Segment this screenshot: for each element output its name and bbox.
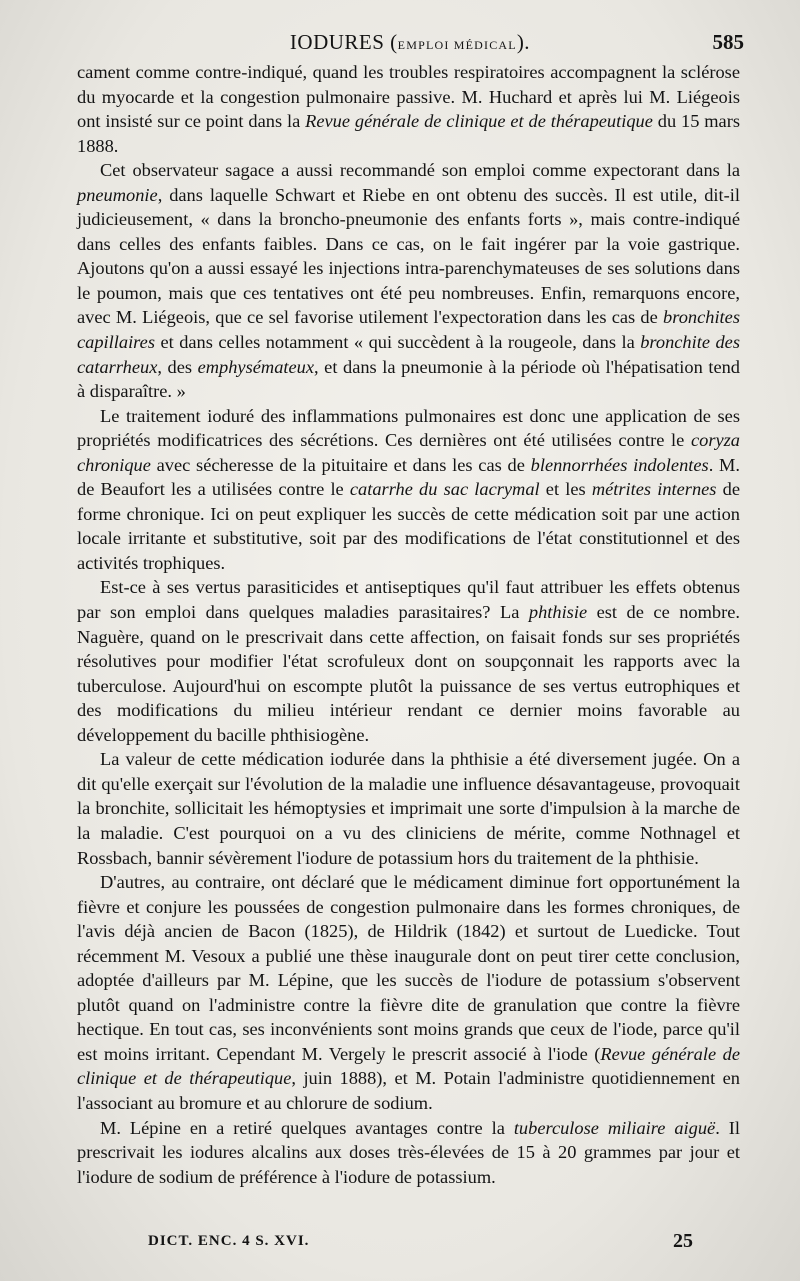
text-run: La valeur de cette médication iodurée dans la phthisie a été diversement jugée. On a dit qu'elle exerçait sur l'évolution de la maladie une influence désavantageuse, provoquait la bronchite, sollicitait les hémoptysies et imprimait une sorte d'impulsion à la marche de la maladie. C'est pourquoi on a vu des cliniciens de mérite, comme Nothnagel et Rossbach, bannir sévèrement l'iodure de potassium hors du traitement de la phthisie.: [77, 749, 740, 868]
text-run: M. Lépine en a retiré quelques avantages contre la: [100, 1117, 514, 1138]
paragraph: [77, 575, 740, 747]
italic-run: catarrhe du sac lacrymal: [349, 479, 540, 500]
running-title-smallcaps: EMPLOI MÉDICAL: [397, 38, 517, 52]
italic-run: emphysémateux: [197, 356, 315, 377]
text-run: , et dans la pneumonie à la période où l'hépatisation tend à disparaître. »: [77, 356, 741, 402]
text-run: avec sécheresse de la pituitaire et dans les cas de: [150, 454, 531, 475]
italic-run: bronchites capillaires: [77, 307, 740, 353]
italic-run: tuberculose miliaire aiguë: [513, 1117, 716, 1138]
paragraph: [77, 158, 740, 403]
italic-run: Revue générale de clinique et de thérapeutique: [305, 111, 653, 132]
text-run: . M. de Beaufort les a utilisées contre le: [77, 454, 740, 500]
text-run: . Il prescrivait les iodures alcalins aux doses très-élevées de 15 à 20 grammes par jour et l'iodure de sodium de préférence à l'iodure de potassium.: [77, 1117, 740, 1187]
signature-number: 25: [673, 1230, 693, 1252]
paragraph: [77, 1116, 740, 1190]
printer-signature: DICT. ENC. 4 S. XVI.: [148, 1233, 310, 1249]
paragraph: [77, 60, 740, 158]
text-run: et les: [539, 479, 592, 500]
body-text: [77, 60, 740, 1189]
italic-run: pneumonie: [77, 184, 158, 205]
text-run: , juin 1888), et M. Potain l'administre quotidiennement en l'associant au bromure et au chlorure de sodium.: [77, 1068, 740, 1113]
text-run: cament comme contre-indiqué, quand les troubles respiratoires accompagnent la sclérose du myocarde et la congestion pulmonaire passive. M. Huchard et après lui M. Liégeois ont insisté sur ce point dans la: [77, 62, 740, 132]
italic-run: coryza chronique: [77, 430, 740, 475]
text-run: et dans celles notamment « qui succèdent à la rougeole, dans la: [154, 332, 641, 353]
italic-run: Revue générale de clinique et de thérapeutique: [77, 1043, 740, 1089]
italic-run: blennorrhées indolentes: [530, 454, 709, 475]
text-run: , dans laquelle Schwart et Riebe en ont obtenu des succès. Il est utile, dit-il judicieusement, « dans la broncho-pneumonie des enfants forts », mais contre-indiqué dans celles des enfants faibles. Dans ce cas, on le fait ingérer par la voie gastrique. Ajoutons qu'on a aussi essayé les injections intra-parenchymateuses de ses solutions dans le poumon, mais que ces tentatives ont été peu nombreuses. Enfin, remarquons encore, avec M. Liégeois, que ce sel favorise utilement l'expectoration dans les cas de: [77, 184, 740, 328]
page-footer: [148, 1230, 693, 1257]
running-title: [76, 30, 744, 55]
italic-run: phthisie: [528, 602, 588, 623]
text-run: est de ce nombre. Naguère, quand on le prescrivait dans cette affection, on faisait fonds sur ses propriétés résolutives pour modifier l'état scrofuleux dont on soupçonnait les rapports avec la tuberculose. Aujourd'hui on escompte plutôt la puissance de ses vertus eutrophiques et des modifications du milieu intérieur rendant ce dernier moins favorable au développement du bacille phthisiogène.: [77, 602, 741, 745]
paragraph: [77, 747, 740, 870]
text-run: Cet observateur sagace a aussi recommandé son emploi comme expectorant dans la: [100, 160, 740, 181]
text-run: D'autres, au contraire, ont déclaré que le médicament diminue fort opportunément la fièvre et conjure les poussées de congestion pulmonaire dans les formes chroniques, de l'avis déjà ancien de Bacon (1825), de Hildrik (1842) et surtout de Luedicke. Tout récemment M. Vesoux a publié une thèse inaugurale dont on peut tirer cette conclusion, adoptée d'ailleurs par M. Lépine, que les succès de l'iodure de potassium s'observent plutôt quand on l'administre contre la fièvre dite de granulation que contre la fièvre hectique. En tout cas, ses inconvénients sont moins grands que ceux de l'iode, parce qu'il est moins irritant. Cependant M. Vergely le prescrit associé à l'iode (: [77, 872, 740, 1064]
running-title-main: IODURES (: [289, 30, 398, 54]
italic-run: bronchite des catarrheux: [77, 332, 740, 377]
running-title-end: ).: [516, 30, 531, 54]
text-run: Est-ce à ses vertus parasiticides et antiseptiques qu'il faut attribuer les effets obtenus par son emploi dans quelques maladies parasitaires? La: [77, 577, 740, 623]
running-header: [76, 30, 744, 56]
text-run: , des: [157, 356, 198, 377]
italic-run: métrites internes: [591, 479, 717, 500]
text-run: du 15 mars 1888.: [77, 111, 740, 156]
text-run: de forme chronique. Ici on peut expliquer les succès de cette médication soit par une action locale irritante et substitutive, soit par des modifications de l'état constitutionnel et des activités trophiques.: [77, 479, 740, 573]
text-run: Le traitement ioduré des inflammations pulmonaires est donc une application de ses propriétés modificatrices des sécrétions. Ces dernières ont été utilisées contre le: [77, 405, 740, 451]
paragraph: [77, 404, 740, 576]
page-number: 585: [712, 30, 744, 54]
paragraph: [77, 870, 740, 1115]
